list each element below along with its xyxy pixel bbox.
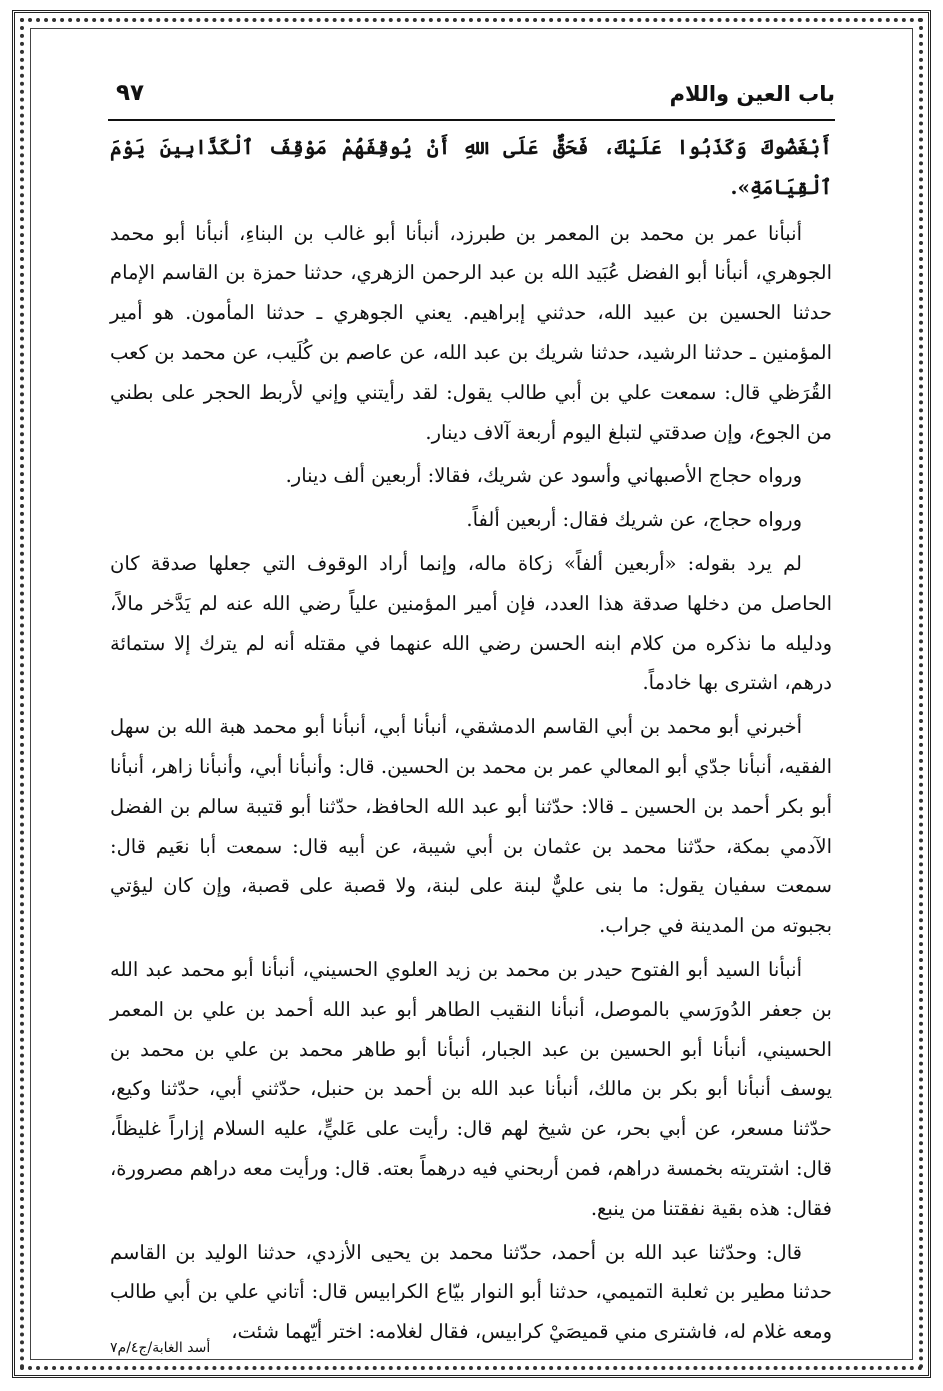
paragraph-6: أنبأنا السيد أبو الفتوح حيدر بن محمد بن زيد العلوي الحسيني، أنبأنا أبو محمد عبد الله بن جعفر الدُورَسي بالموصل، أنبأنا النقيب الطاهر أبو عبد الله أحمد بن علي بن المعمر الحسيني، أنبأنا أبو الحسين بن عبد الجبار، أنبأنا أبو طاهر محمد بن علي بن محمد بن يوسف أنبأنا أبو بكر بن مالك، أنبأنا عبد الله بن أحمد بن حنبل، حدّثني أبي، حدّثنا وكيع، حدّثنا مسعر، عن أبي بحر، عن شيخ لهم قال: رأيت على عَليٍّ، عليه السلام إزاراً غليظاً، قال: اشتريته بخمسة دراهم، فمن أربحني فيه درهماً بعته. قال: ورأيت معه دراهم مصرورة، فقال: هذه بقية نفقتنا من ينبع. [110, 957, 832, 1220]
paragraph-2: ورواه حجاج الأصبهاني وأسود عن شريك، فقالا: أربعين ألف دينار. [285, 464, 802, 488]
chapter-title: باب العين واللام [669, 82, 835, 106]
header-divider [108, 119, 835, 121]
page-number: ٩٧ [116, 80, 145, 106]
paragraph-1: أنبأنا عمر بن محمد بن المعمر بن طبرزد، أنبأنا أبو غالب بن البناءِ، أنبأنا أبو محمد الجوهري، أنبأنا أبو الفضل عُبَيد الله بن عبد الرحمن الزهري، حدثنا حمزة بن القاسم الإمام حدثنا الحسين بن عبيد الله، حدثني إبراهيم. يعني الجوهري ـ حدثنا المأمون. هو أمير المؤمنين ـ حدثنا الرشيد، حدثنا شريك بن عبد الله، عن عاصم بن كُلَيب، عن محمد بن كعب القُرَظي قال: سمعت علي بن أبي طالب يقول: لقد رأيتني وإني لأربط الحجر على بطني من الجوع، وإن صدقتي لتبلغ اليوم أربعة آلاف دينار. [110, 221, 832, 444]
paragraph-4: لم يرد بقوله: «أربعين ألفاً» زكاة ماله، وإنما أراد الوقوف التي جعلها صدقة كان الحاصل من دخلها صدقة هذا العدد، فإن أمير المؤمنين علياً رضي الله عنه لم يَدَّخر مالاً، ودليله ما نذكره من كلام ابنه الحسن رضي الله عنهما في مقتله أنه لم يترك إلا ستمائة درهم، اشترى بها خادماً. [110, 551, 832, 695]
paragraph-7: قال: وحدّثنا عبد الله بن أحمد، حدّثنا محمد بن يحيى الأزدي، حدثنا الوليد بن القاسم حدثنا مطير بن ثعلبة التميمي، حدثنا أبو النوار بيّاع الكرابيس قال: أتاني علي بن أبي طالب ومعه غلام له، فاشترى مني قميصَيْ كرابيس، فقال لغلامه: اختر أيّهما شئت، [110, 1240, 832, 1344]
paragraph-5: أخبرني أبو محمد بن أبي القاسم الدمشقي، أنبأنا أبي، أنبأنا أبو محمد هبة الله بن سهل الفقيه، أنبأنا جدّي أبو المعالي عمر بن محمد بن الحسين. قال: وأنبأنا أبي، وأنبأنا زاهر، أنبأنا أبو بكر أحمد بن الحسين ـ قالا: حدّثنا أبو عبد الله الحافظ، حدّثنا أبو قتيبة سالم بن الفضل الآدمي بمكة، حدّثنا محمد بن عثمان بن أبي شيبة، عن أبيه قال: سمعت أبا نعَيم قال: سمعت سفيان يقول: ما بنى عليٌّ لبنة على لبنة، ولا قصبة على قصبة، وإن كان ليؤتي بجبوته من المدينة في جراب. [110, 715, 832, 938]
page-header [108, 80, 835, 116]
page-body [110, 128, 832, 1344]
paragraph-3: ورواه حجاج، عن شريك فقال: أربعين ألفاً. [466, 508, 802, 532]
quran-verse: أَبْغَضُوكَ وَكَذَبُوا عَلَيْكَ، فَحَقٌّ عَلَى اللهِ أَنْ يُوقِفَهُمْ مَوْقِفَ ٱلْكَذَّابِينَ يَوْمَ ٱلْقِيَامَةِ». [110, 135, 832, 199]
footer-signature: أسد الغابة/ج٤/م٧ [110, 1340, 211, 1356]
